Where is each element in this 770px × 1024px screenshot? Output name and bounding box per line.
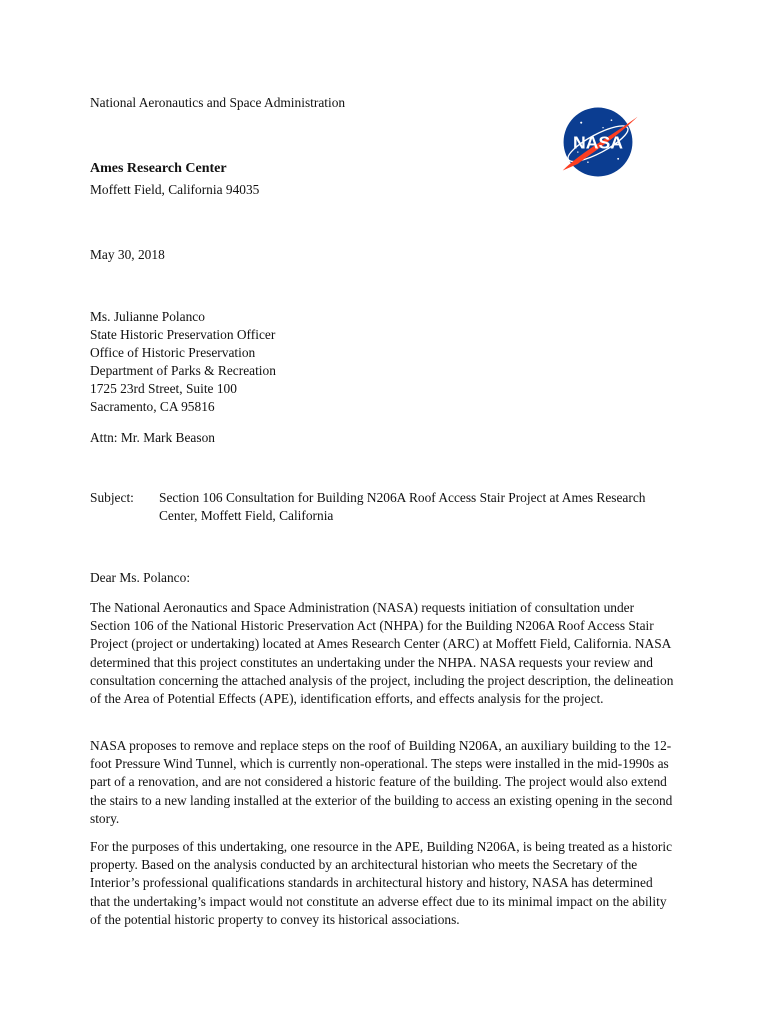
nasa-logo xyxy=(556,100,640,184)
body-paragraph-3: For the purposes of this undertaking, one resource in the APE, Building N206A, is being treated as a historic property. Based on the analysis conducted by an architectural historian who meets the Secretary of the Interior’s professional qualifications standards in architectural history and history, NASA has determined that the undertaking’s impact would not constitute an adverse effect due to its minimal impact on the ability of the potential historic property to convey its historical associations. xyxy=(90,839,673,927)
center-name: Ames Research Center xyxy=(90,161,227,176)
recipient-name: Ms. Julianne Polanco xyxy=(90,309,205,324)
subject-text: Section 106 Consultation for Building N206A Roof Access Stair Project at Ames Research Center, Moffett Field, California xyxy=(159,490,646,523)
attention-line: Attn: Mr. Mark Beason xyxy=(90,430,215,445)
recipient-city: Sacramento, CA 95816 xyxy=(90,399,215,414)
salutation: Dear Ms. Polanco: xyxy=(90,570,191,585)
recipient-office: Office of Historic Preservation xyxy=(90,345,256,360)
nasa-logo-text: NASA xyxy=(573,132,623,153)
recipient-department: Department of Parks & Recreation xyxy=(90,363,276,378)
recipient-address-block xyxy=(90,308,276,416)
recipient-title: State Historic Preservation Officer xyxy=(90,327,276,342)
center-address: Moffett Field, California 94035 xyxy=(90,182,260,197)
subject-label: Subject: xyxy=(90,490,134,505)
recipient-street: 1725 23rd Street, Suite 100 xyxy=(90,381,237,396)
letter-date: May 30, 2018 xyxy=(90,247,165,262)
body-paragraph-1: The National Aeronautics and Space Administration (NASA) requests initiation of consultation under Section 106 of the National Historic Preservation Act (NHPA) for the Building N206A Roof Access Stair Project (project or undertaking) located at Ames Research Center (ARC) at Moffett Field, California. NASA determined that this project constitutes an undertaking under the NHPA. NASA requests your review and consultation concerning the attached analysis of the project, including the project description, the delineation of the Area of Potential Effects (APE), identification efforts, and effects analysis for the project. xyxy=(90,600,674,707)
body-paragraph-2: NASA proposes to remove and replace steps on the roof of Building N206A, an auxiliary building to the 12-foot Pressure Wind Tunnel, which is currently non-operational. The steps were installed in the mid-1990s as part of a renovation, and are not considered a historic feature of the building. The project would also extend the stairs to a new landing installed at the exterior of the building to access an existing opening in the second story. xyxy=(90,738,673,826)
agency-name: National Aeronautics and Space Administration xyxy=(90,95,346,110)
